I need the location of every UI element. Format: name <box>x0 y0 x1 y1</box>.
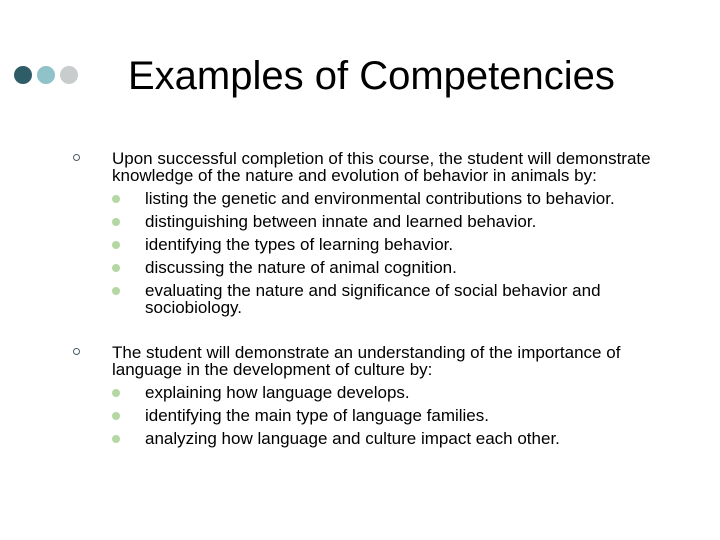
sub-list <box>112 190 680 316</box>
sub-item <box>112 384 680 401</box>
sub-item-text: explaining how language develops. <box>145 383 410 402</box>
bullet-icon <box>112 412 120 420</box>
bullet-icon <box>112 389 120 397</box>
dark-dot-icon <box>14 66 32 84</box>
sub-item-text: analyzing how language and culture impact each other. <box>145 429 560 448</box>
bullet-icon <box>112 241 120 249</box>
sub-item <box>112 430 680 447</box>
ring-bullet-icon <box>73 154 80 161</box>
sub-item <box>112 236 680 253</box>
gray-dot-icon <box>60 66 78 84</box>
slide-content <box>0 150 720 447</box>
sub-item-text: distinguishing between innate and learned behavior. <box>145 212 537 231</box>
sub-item-text: identifying the main type of language families. <box>145 406 489 425</box>
bullet-icon <box>112 435 120 443</box>
competency-text: The student will demonstrate an understanding of the importance of language in the development of culture by: <box>112 343 621 379</box>
sub-item-text: evaluating the nature and significance of social behavior and sociobiology. <box>145 281 601 317</box>
bullet-icon <box>112 218 120 226</box>
sub-item <box>112 282 680 316</box>
sub-item <box>112 407 680 424</box>
sub-item-text: discussing the nature of animal cognition. <box>145 258 457 277</box>
teal-dot-icon <box>37 66 55 84</box>
ring-bullet-icon <box>73 348 80 355</box>
slide-title: Examples of Competencies <box>128 54 615 98</box>
bullet-icon <box>112 264 120 272</box>
sub-item-text: identifying the types of learning behavior. <box>145 235 454 254</box>
competency-item <box>0 150 720 316</box>
decorative-dots <box>14 66 83 84</box>
sub-item <box>112 213 680 230</box>
sub-item-text: listing the genetic and environmental contributions to behavior. <box>145 189 615 208</box>
bullet-icon <box>112 287 120 295</box>
sub-item <box>112 259 680 276</box>
competency-text: Upon successful completion of this course, the student will demonstrate knowledge of the nature and evolution of behavior in animals by: <box>112 149 651 185</box>
bullet-icon <box>112 195 120 203</box>
sub-list <box>112 384 680 447</box>
sub-item <box>112 190 680 207</box>
competency-item <box>0 344 720 447</box>
